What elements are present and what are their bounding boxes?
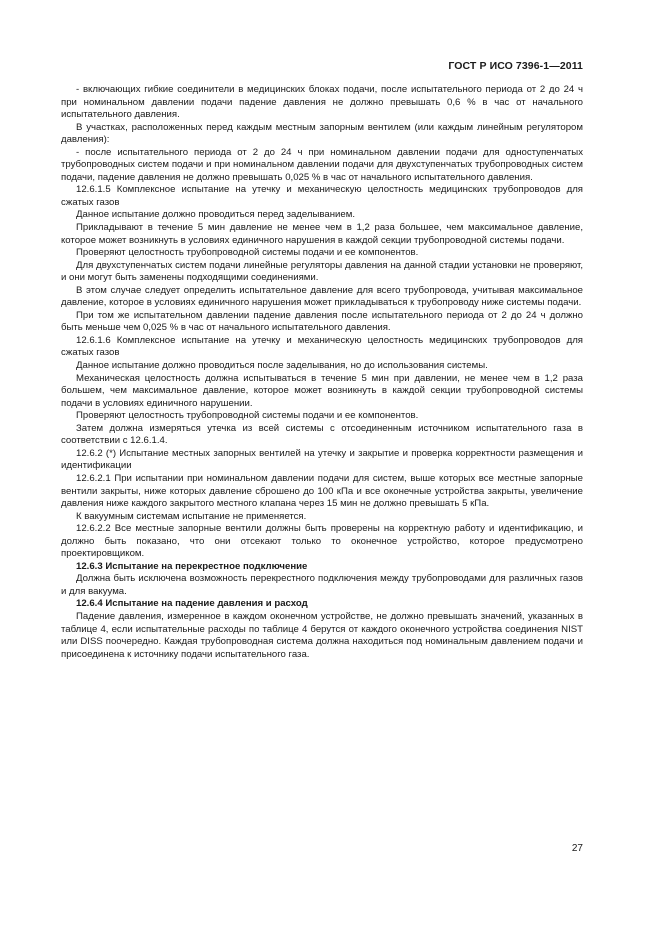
paragraph: В участках, расположенных перед каждым местным запорным вентилем (или каждым линейным регулятором давления):: [61, 121, 583, 146]
section-heading-12-6-2: 12.6.2 (*) Испытание местных запорных вентилей на утечку и закрытие и проверка корректности размещения и идентификации: [61, 447, 583, 472]
section-heading-12-6-1-6: 12.6.1.6 Комплексное испытание на утечку и механическую целостность медицинских трубопроводов для сжатых газов: [61, 334, 583, 359]
paragraph: - после испытательного периода от 2 до 24 ч при номинальном давлении подачи для одноступенчатых трубопроводных систем подачи и при номинальном давлении подачи для двухступенчатых трубопроводных систем подачи, падение давления не должно превышать 0,025 % в час от начального испытательного давления.: [61, 146, 583, 183]
paragraph: Данное испытание должно проводиться после заделывания, но до использования системы.: [76, 360, 488, 372]
paragraph: В этом случае следует определить испытательное давление для всего трубопровода, учитывая максимальное давление, которое в условиях единичного нарушения может прикладываться к трубопроводу ниже системы подачи.: [61, 284, 583, 309]
paragraph: 12.6.2.1 При испытании при номинальном давлении подачи для систем, выше которых все местные запорные вентили закрыты, ниже которых давление сброшено до 100 кПа и все оконечные устройства закрыты, увеличение давления ниже каждого закрытого местного клапана через 15 мин не должно превышать 5 кПа.: [61, 472, 583, 510]
paragraph: Затем должна измеряться утечка из всей системы с отсоединенным источником испытательного газа в соответствии с 12.6.1.4.: [61, 422, 583, 447]
document-header: ГОСТ Р ИСО 7396-1—2011: [448, 60, 583, 72]
paragraph: Для двухступенчатых систем подачи линейные регуляторы давления на данной стадии установки не проверяют, и они могут быть заменены подходящими соединениями.: [61, 259, 583, 284]
paragraph: Механическая целостность должна испытываться в течение 5 мин при давлении, не менее чем в 1,2 раза большем, чем максимальное давление, которое может возникнуть в каждой секции трубопроводной системы подачи в условиях единичного нарушении.: [61, 372, 583, 409]
page-number: 27: [571, 843, 583, 854]
section-heading-12-6-3: 12.6.3 Испытание на перекрестное подключение: [76, 560, 308, 572]
paragraph: 12.6.2.2 Все местные запорные вентили должны быть проверены на корректную работу и идентификацию, и должно быть показано, что они отсекают только то оконечное устройство, которое предусмотрено проектировщиком.: [61, 523, 583, 560]
paragraph: Данное испытание должно проводиться перед заделыванием.: [76, 209, 355, 221]
paragraph: - включающих гибкие соединители в медицинских блоках подачи, после испытательного периода от 2 до 24 ч при номинальном давлении подачи падение давления не должно превышать 0,6 % в час от начального испытательного давления.: [61, 84, 583, 121]
paragraph: Проверяют целостность трубопроводной системы подачи и ее компонентов.: [76, 410, 419, 422]
paragraph: Прикладывают в течение 5 мин давление не менее чем в 1,2 раза большее, чем максимальное давление, которое может возникнуть в условиях единичного нарушения в каждой секции трубопроводной системы подачи.: [61, 222, 583, 246]
paragraph: Падение давления, измеренное в каждом оконечном устройстве, не должно превышать значений, указанных в таблице 4, если испытательные расходы по таблице 4 берутся от каждого оконечного устройства соединения NIST или DISS поочередно. Каждая трубопроводная система должна находиться под номинальным давлением подачи и присоединена к источнику подачи испытательного газа.: [61, 610, 583, 660]
document-body: [61, 84, 583, 661]
paragraph: При том же испытательном давлении падение давления после испытательного периода от 2 до 24 ч должно быть меньше чем 0,025 % в час от начального испытательного давления.: [61, 309, 583, 334]
paragraph: Проверяют целостность трубопроводной системы подачи и ее компонентов.: [76, 247, 419, 259]
section-heading-12-6-4: 12.6.4 Испытание на падение давления и расход: [76, 598, 308, 610]
paragraph: К вакуумным системам испытание не применяется.: [76, 510, 307, 522]
section-heading-12-6-1-5: 12.6.1.5 Комплексное испытание на утечку и механическую целостность медицинских трубопроводов для сжатых газов: [61, 184, 583, 208]
paragraph: Должна быть исключена возможность перекрестного подключения между трубопроводами для различных газов и для вакуума.: [61, 573, 583, 597]
